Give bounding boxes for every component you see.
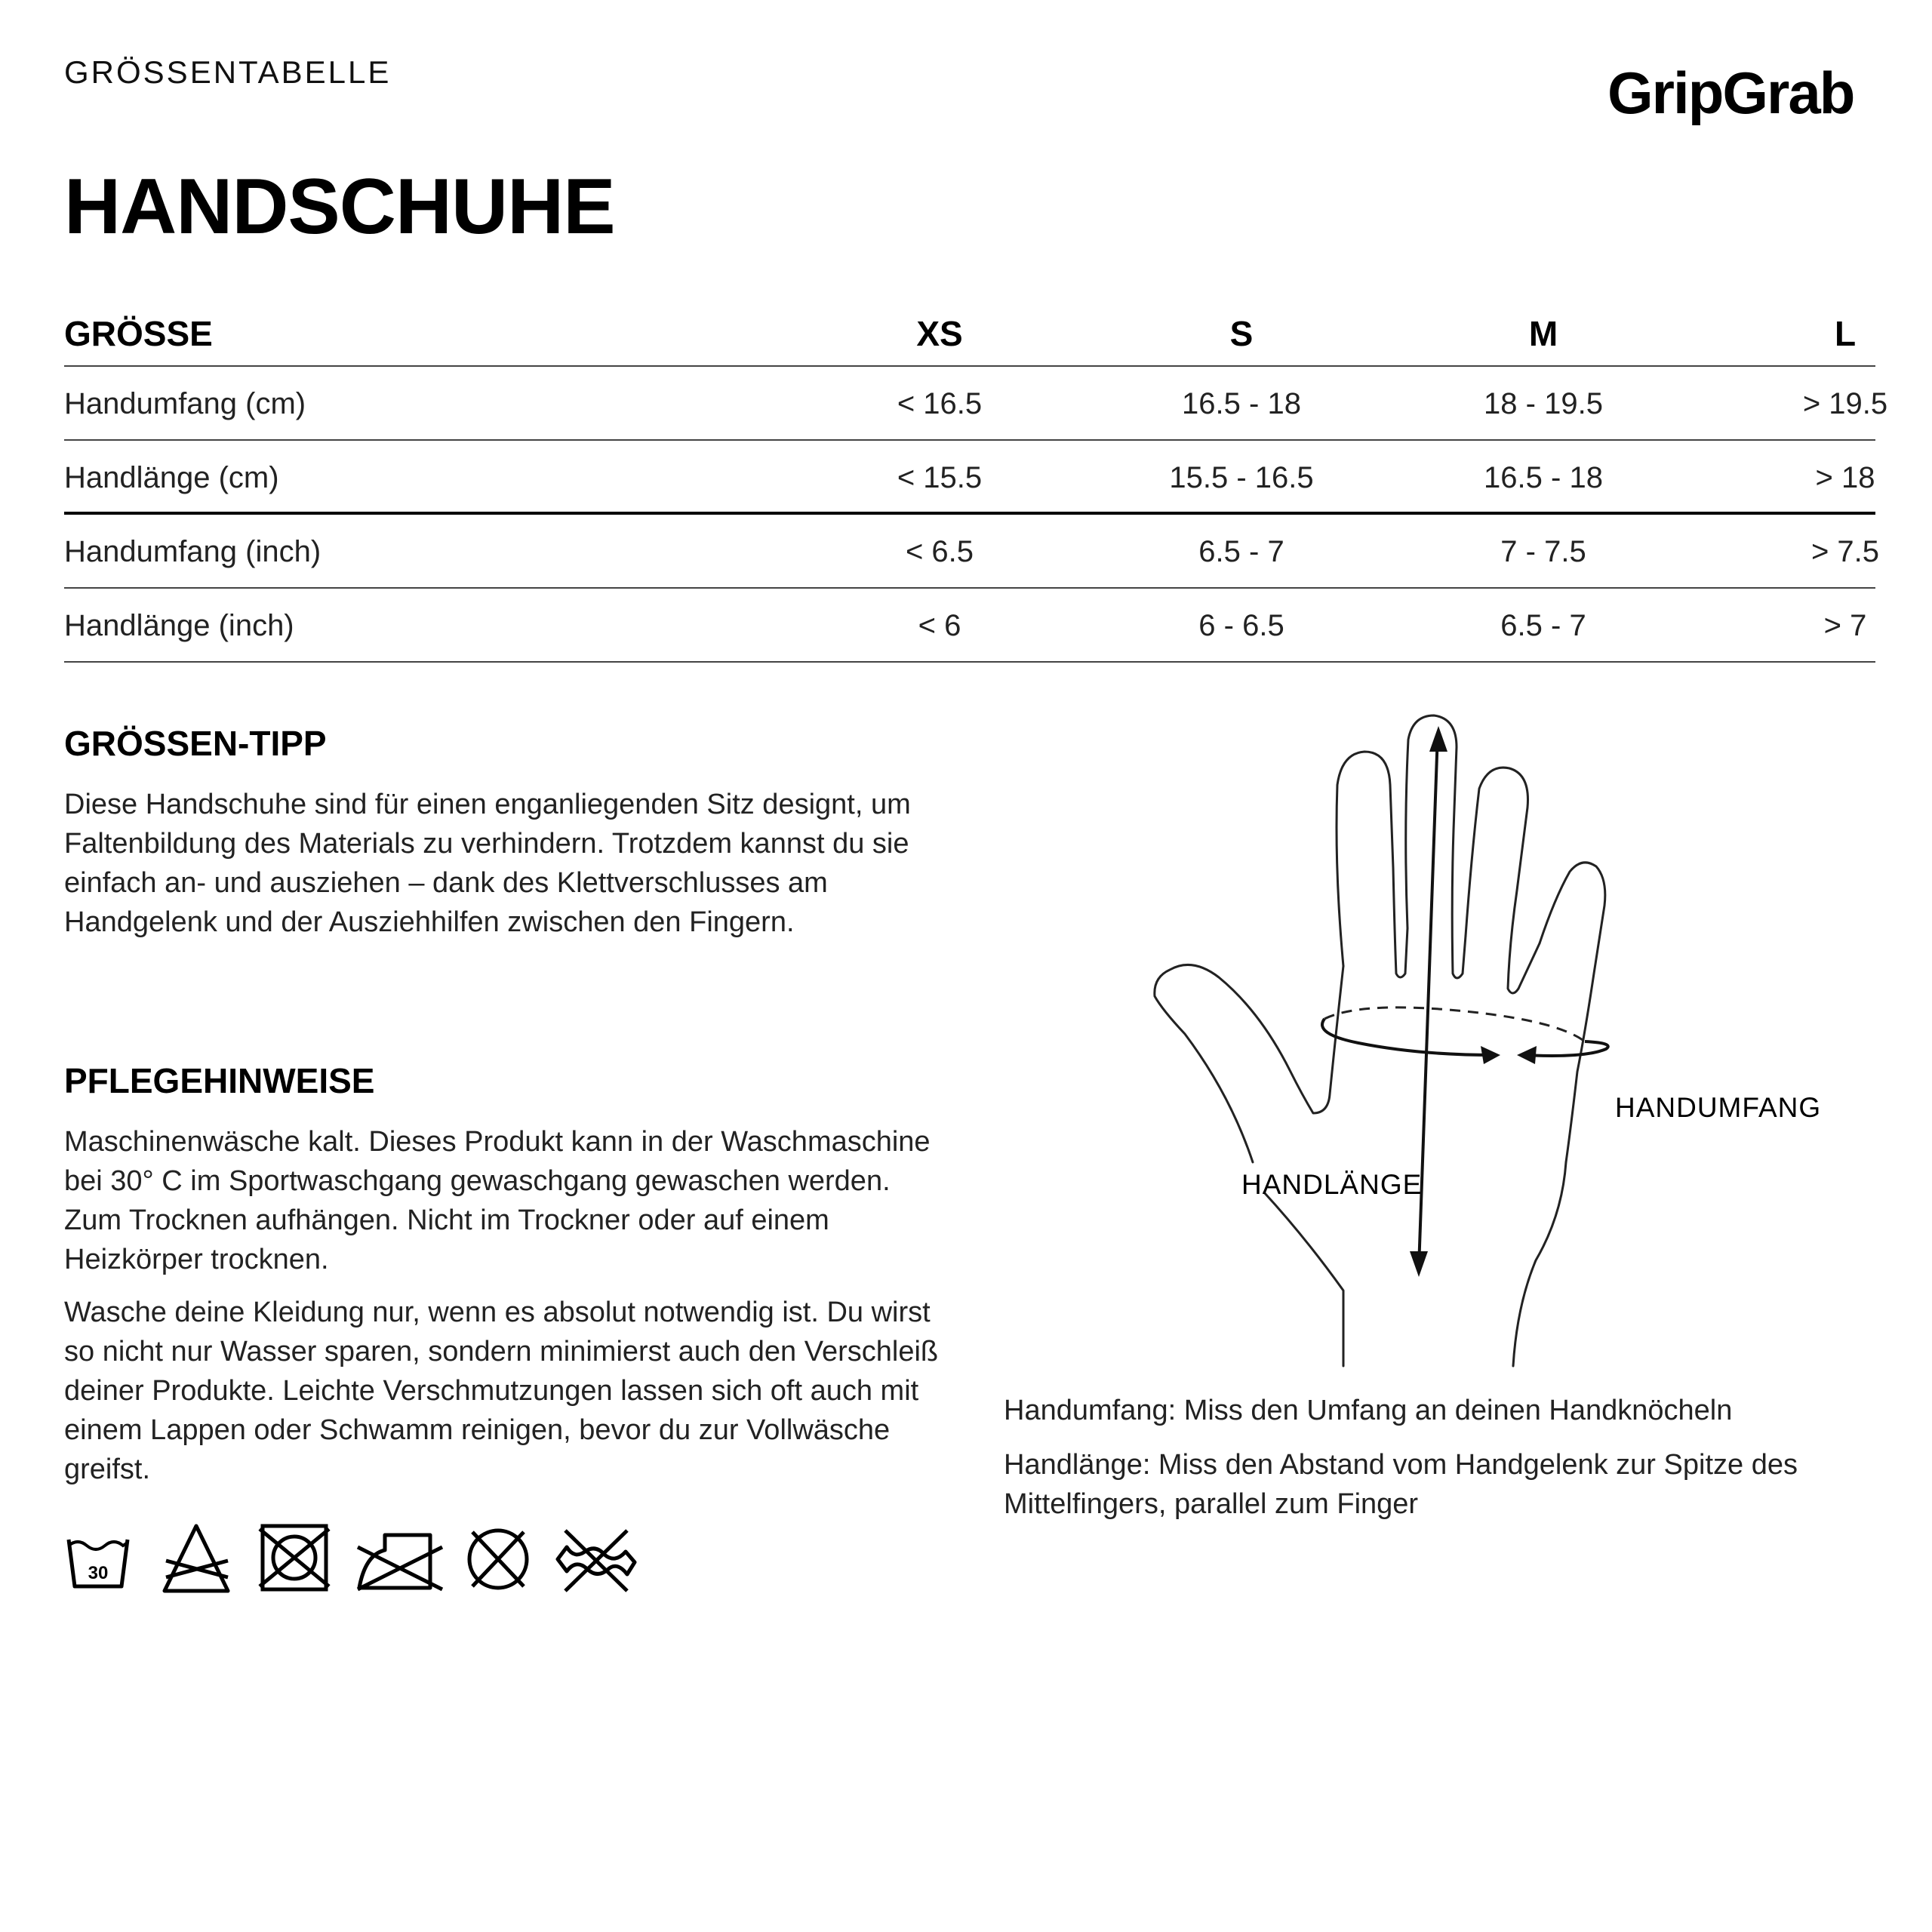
row-label: Handumfang (cm) xyxy=(64,386,306,420)
table-row xyxy=(64,441,1875,515)
table-cell: 16.5 - 18 xyxy=(1182,386,1301,420)
circumference-front-right xyxy=(1524,1041,1608,1056)
label-hand-length: HANDLÄNGE xyxy=(1241,1169,1423,1200)
size-header-l: L xyxy=(1834,314,1857,353)
table-cell: < 6.5 xyxy=(905,534,974,568)
wash-temp: 30 xyxy=(88,1563,109,1583)
care-text-1: Maschinenwäsche kalt. Dieses Produkt kann in der Waschmaschine bei 30° C im Sportwaschgang gewaschgang gewaschen werden. Zum Trocknen aufhängen. Nicht im Trockner oder auf einem Heizkörper trocknen. xyxy=(64,1126,931,1275)
wash-30-icon xyxy=(64,1517,132,1600)
table-cell: > 19.5 xyxy=(1802,386,1888,420)
row-label: Handumfang (inch) xyxy=(64,534,321,568)
arrow-head-icon xyxy=(1410,1251,1428,1277)
page-title: HANDSCHUHE xyxy=(64,163,615,251)
label-hand-circumference: HANDUMFANG xyxy=(1615,1092,1822,1123)
size-header-m: M xyxy=(1528,314,1558,353)
row-label: Handlänge (cm) xyxy=(64,460,279,494)
size-tip-heading: GRÖSSEN-TIPP xyxy=(64,724,327,763)
no-bleach-icon xyxy=(158,1517,234,1600)
no-wring-icon xyxy=(555,1517,638,1600)
size-header-label: GRÖSSE xyxy=(64,314,213,353)
brand-logo-text: GripGrab xyxy=(1607,60,1854,126)
table-cell: > 18 xyxy=(1815,460,1875,494)
size-header-xs: XS xyxy=(916,314,963,353)
note-length: Handlänge: Miss den Abstand vom Handgelenk zur Spitze des Mittelfingers, parallel zum Finger xyxy=(1004,1449,1798,1520)
note-circumference: Handumfang: Miss den Umfang an deinen Handknöcheln xyxy=(1004,1395,1733,1426)
hand-outline xyxy=(1155,715,1605,1366)
care-heading: PFLEGEHINWEISE xyxy=(64,1061,375,1100)
table-cell: 6.5 - 7 xyxy=(1500,608,1586,642)
table-cell: 6.5 - 7 xyxy=(1198,534,1284,568)
page-eyebrow: GRÖSSENTABELLE xyxy=(64,54,392,90)
table-cell: 15.5 - 16.5 xyxy=(1169,460,1314,494)
table-row xyxy=(64,515,1880,589)
circumference-back xyxy=(1324,1008,1585,1041)
table-cell: > 7 xyxy=(1823,608,1867,642)
table-row xyxy=(64,367,1888,441)
table-cell: < 16.5 xyxy=(897,386,983,420)
table-cell: 18 - 19.5 xyxy=(1484,386,1603,420)
no-dry-clean-icon xyxy=(460,1517,536,1600)
size-tip-text: Diese Handschuhe sind für einen enganliegenden Sitz designt, um Faltenbildung des Materials zu verhindern. Trotzdem kannst du sie einfach an- und ausziehen – dank des Klettverschlusses am Handgelenk und der Ausziehhilfen zwischen den Fingern. xyxy=(64,789,911,938)
arrow-head-icon xyxy=(1481,1046,1500,1064)
size-table-header xyxy=(64,300,1875,367)
arrow-head-icon xyxy=(1517,1046,1537,1064)
size-table xyxy=(64,300,1888,663)
table-row xyxy=(64,589,1875,663)
no-iron-icon xyxy=(355,1517,445,1600)
table-cell: 16.5 - 18 xyxy=(1484,460,1603,494)
hand-measurement-diagram xyxy=(1132,717,1822,1381)
size-header-s: S xyxy=(1229,314,1254,353)
table-cell: 6 - 6.5 xyxy=(1198,608,1284,642)
care-icons xyxy=(64,1517,653,1600)
circumference-front-left xyxy=(1322,1019,1494,1055)
table-cell: < 15.5 xyxy=(897,460,983,494)
brand-logo xyxy=(1607,53,1879,128)
row-label: Handlänge (inch) xyxy=(64,608,294,642)
arrow-head-icon xyxy=(1429,726,1447,752)
table-cell: < 6 xyxy=(918,608,961,642)
table-cell: 7 - 7.5 xyxy=(1500,534,1586,568)
no-tumble-dry-icon xyxy=(257,1517,332,1600)
table-cell: > 7.5 xyxy=(1810,534,1880,568)
table-divider xyxy=(64,661,1875,663)
care-text-2: Wasche deine Kleidung nur, wenn es absolut notwendig ist. Du wirst so nicht nur Wasser sparen, sondern minimierst auch den Verschleiß deiner Produkte. Leichte Verschmutzungen lassen sich oft auch mit einem Lappen oder Schwamm reinigen, bevor du zur Vollwäsche greifst. xyxy=(64,1297,939,1485)
